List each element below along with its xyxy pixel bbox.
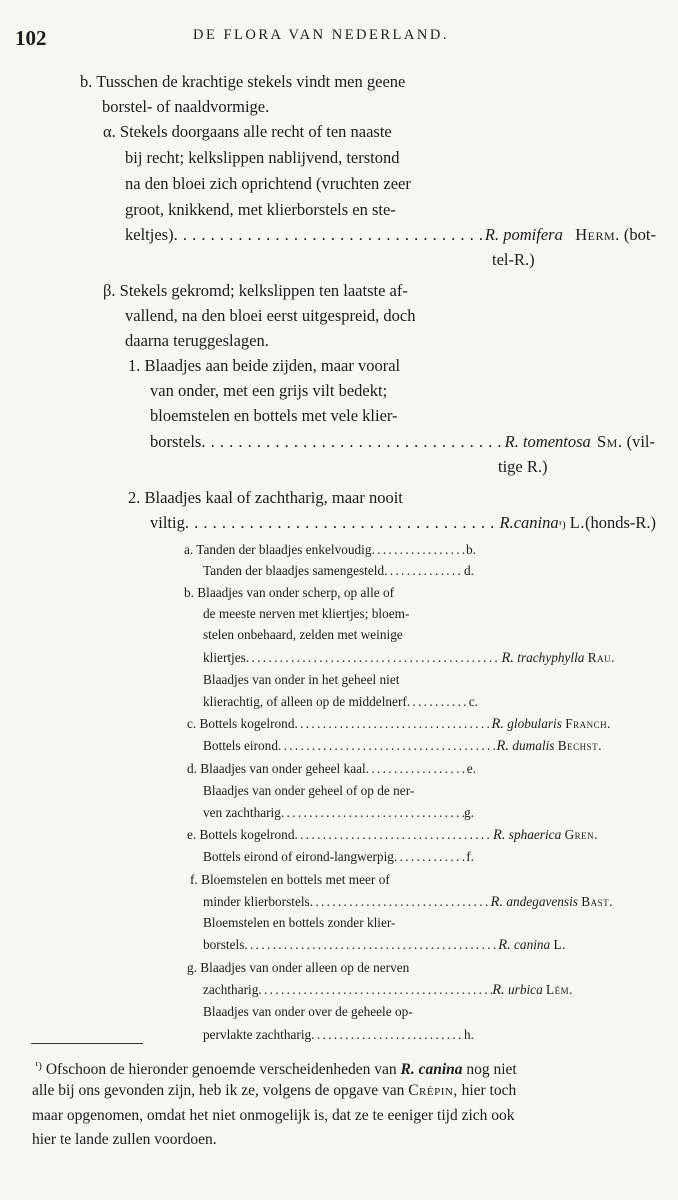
key-b-line: b. Tusschen de krachtige stekels vindt men geene	[80, 72, 406, 91]
subkey-ref: b.	[466, 542, 476, 557]
author-name: Gren.	[564, 827, 598, 842]
subkey-line: b. Blaadjes van onder scherp, op alle of	[184, 585, 395, 600]
genus-abbrev: R.	[491, 716, 504, 732]
subkey-text: Bottels eirond of eirond-langwerpig	[203, 849, 394, 864]
subkey-row	[203, 847, 474, 868]
dot-leader	[394, 847, 466, 868]
species-name: canina	[513, 513, 559, 532]
dot-leader	[372, 540, 467, 561]
subkey-ref: g.	[464, 805, 474, 820]
key-beta-line: daarna teruggeslagen.	[125, 331, 269, 350]
common-name: (vil-	[626, 432, 655, 451]
subkey-ref: h.	[464, 1027, 474, 1042]
subkey-text: e. Bottels kogelrond	[187, 827, 295, 842]
subkey-row	[203, 1025, 474, 1046]
footnote-line	[35, 1054, 517, 1082]
subkey-row	[184, 540, 476, 561]
genus-abbrev: R.	[499, 513, 514, 532]
dot-leader	[310, 892, 491, 913]
dot-leader	[294, 825, 493, 846]
footnote-text: Ofschoon de hieronder genoemde verscheidenheden van	[45, 1061, 397, 1078]
footnote-rule	[31, 1043, 143, 1044]
dot-leader	[281, 803, 464, 824]
dot-leader	[294, 714, 491, 735]
common-name-continued: tige R.)	[498, 457, 548, 476]
running-title: DE FLORA VAN NEDERLAND.	[193, 27, 449, 43]
genus-abbrev: R.	[492, 982, 505, 998]
key-beta-line: β. Stekels gekromd; kelkslippen ten laatste af-	[103, 281, 408, 300]
footnote-text: nog niet	[466, 1061, 517, 1078]
footnote-text: alle bij ons gevonden zijn, heb ik ze, volgens de opgave van	[32, 1082, 405, 1099]
subkey-ref: d.	[464, 563, 474, 578]
key-b-line: borstel- of naaldvormige.	[102, 97, 270, 116]
subkey-text: c. Bottels kogelrond	[187, 716, 295, 731]
species-name: globularis	[507, 716, 562, 731]
author-name: Bast.	[581, 894, 613, 909]
dot-leader	[384, 561, 464, 582]
dot-leader	[366, 759, 467, 780]
footnote-text: hier toch	[461, 1082, 517, 1099]
subkey-line: Blaadjes van onder in het geheel niet	[203, 672, 400, 687]
key-item1-line: van onder, met een grijs vilt bedekt;	[150, 381, 388, 400]
dot-leader	[246, 648, 502, 669]
species-name: canina	[514, 937, 551, 952]
dot-leader	[278, 736, 497, 757]
species-name: dumalis	[512, 738, 555, 753]
common-name-continued: tel-R.)	[492, 250, 535, 269]
species-name: andegavensis	[506, 894, 578, 909]
genus-abbrev: R.	[490, 894, 503, 910]
species-name: sphaerica	[508, 827, 562, 842]
author-name: Bechst.	[557, 738, 602, 753]
leader-text: borstels	[150, 432, 202, 451]
subkey-row	[203, 803, 474, 824]
subkey-line: de meeste nerven met kliertjes; bloem-	[203, 606, 410, 621]
species-name: trachyphylla	[517, 650, 585, 665]
dot-leader	[185, 510, 500, 535]
dot-leader	[407, 692, 469, 713]
dot-leader	[201, 429, 504, 454]
page-number: 102	[15, 26, 47, 50]
subkey-result-row	[203, 736, 602, 757]
subkey-text: minder klierborstels	[203, 894, 310, 909]
subkey-result-row	[187, 825, 598, 846]
author-name: Herm.	[575, 225, 620, 244]
subkey-text: Bottels eirond	[203, 738, 278, 753]
genus-abbrev: R.	[501, 650, 514, 666]
dot-leader	[311, 1025, 464, 1046]
author-name: L.	[553, 937, 566, 952]
author-name: L.	[569, 513, 585, 532]
subkey-line: Blaadjes van onder geheel of op de ner-	[203, 783, 415, 798]
genus-abbrev: R.	[484, 225, 500, 244]
genus-abbrev: R.	[496, 738, 510, 754]
subkey-text: klierachtig, of alleen op de middelnerf	[203, 694, 407, 709]
key-alpha-line: groot, knikkend, met klierborstels en ste-	[125, 200, 396, 219]
subkey-ref: e.	[466, 761, 476, 776]
subkey-row	[203, 692, 478, 713]
footnote-species: R. canina	[400, 1061, 463, 1078]
species-name: pomifera	[503, 225, 563, 244]
footnote-marker: ¹)	[558, 519, 566, 531]
leader-text: keltjes)	[125, 225, 174, 244]
subkey-ref: c.	[468, 694, 478, 709]
key-item2-line: 2. Blaadjes kaal of zachtharig, maar nooit	[128, 488, 403, 507]
author-name: Sm.	[596, 432, 623, 451]
subkey-text: Tanden der blaadjes samengesteld	[203, 563, 385, 578]
key-alpha-line: bij recht; kelkslippen nablijvend, terstond	[125, 148, 400, 167]
author-name: Franch.	[565, 716, 611, 731]
subkey-line: stelen onbehaard, zelden met weinige	[203, 627, 403, 642]
key-item1-line: 1. Blaadjes aan beide zijden, maar vooral	[128, 356, 401, 375]
subkey-text: borstels	[203, 937, 245, 952]
subkey-line: Bloemstelen en bottels zonder klier-	[203, 915, 396, 930]
footnote-line: hier te lande zullen voordoen.	[32, 1131, 217, 1148]
subkey-text: zachtharig	[203, 982, 259, 997]
author-name: Rau.	[587, 650, 615, 665]
subkey-result-row	[203, 648, 615, 669]
genus-abbrev: R.	[498, 937, 511, 953]
key-alpha-result-line	[125, 222, 656, 247]
genus-abbrev: R.	[504, 432, 519, 451]
key-item1-line: bloemstelen en bottels met vele klier-	[150, 406, 398, 425]
subkey-text: kliertjes	[203, 650, 246, 665]
subkey-result-row	[203, 892, 613, 913]
author-name: Lém.	[546, 982, 573, 997]
key-alpha-line: α. Stekels doorgaans alle recht of ten naaste	[103, 122, 392, 141]
subkey-text: ven zachtharig	[203, 805, 281, 820]
dot-leader	[244, 935, 498, 956]
subkey-text: a. Tanden der blaadjes enkelvoudig	[184, 542, 372, 557]
dot-leader	[174, 222, 485, 247]
subkey-text: pervlakte zachtharig	[203, 1027, 312, 1042]
subkey-line: g. Blaadjes van onder alleen op de nerven	[187, 960, 410, 975]
subkey-result-row	[203, 980, 573, 1001]
footnote-line	[32, 1079, 516, 1103]
subkey-row	[187, 759, 476, 780]
common-name: (bot-	[623, 225, 656, 244]
subkey-result-row	[187, 714, 611, 735]
footnote-line: maar opgenomen, omdat het niet onmogelijk is, dat ze te eeniger tijd zich ook	[32, 1107, 515, 1124]
leader-text: viltig	[150, 513, 185, 532]
footnote-marker: ¹)	[35, 1060, 42, 1072]
genus-abbrev: R.	[492, 827, 506, 843]
key-alpha-line: na den bloei zich oprichtend (vruchten zeer	[125, 174, 411, 193]
species-name: tomentosa	[522, 432, 591, 451]
subkey-row	[203, 561, 474, 582]
key-beta-line: vallend, na den bloei eerst uitgespreid, doch	[125, 306, 416, 325]
subkey-ref: f.	[466, 849, 474, 864]
subkey-line: Blaadjes van onder over de geheele op-	[203, 1004, 413, 1019]
key-item1-result-line	[150, 429, 655, 454]
key-item2-result-line	[150, 510, 656, 538]
dot-leader	[258, 980, 492, 1001]
subkey-line: f. Bloemstelen en bottels met meer of	[190, 872, 390, 887]
common-name: (honds-R.)	[584, 513, 656, 532]
species-name: urbica	[508, 982, 543, 997]
subkey-result-row	[203, 935, 566, 956]
subkey-text: d. Blaadjes van onder geheel kaal	[187, 761, 366, 776]
footnote-author: Crépin,	[408, 1082, 458, 1099]
